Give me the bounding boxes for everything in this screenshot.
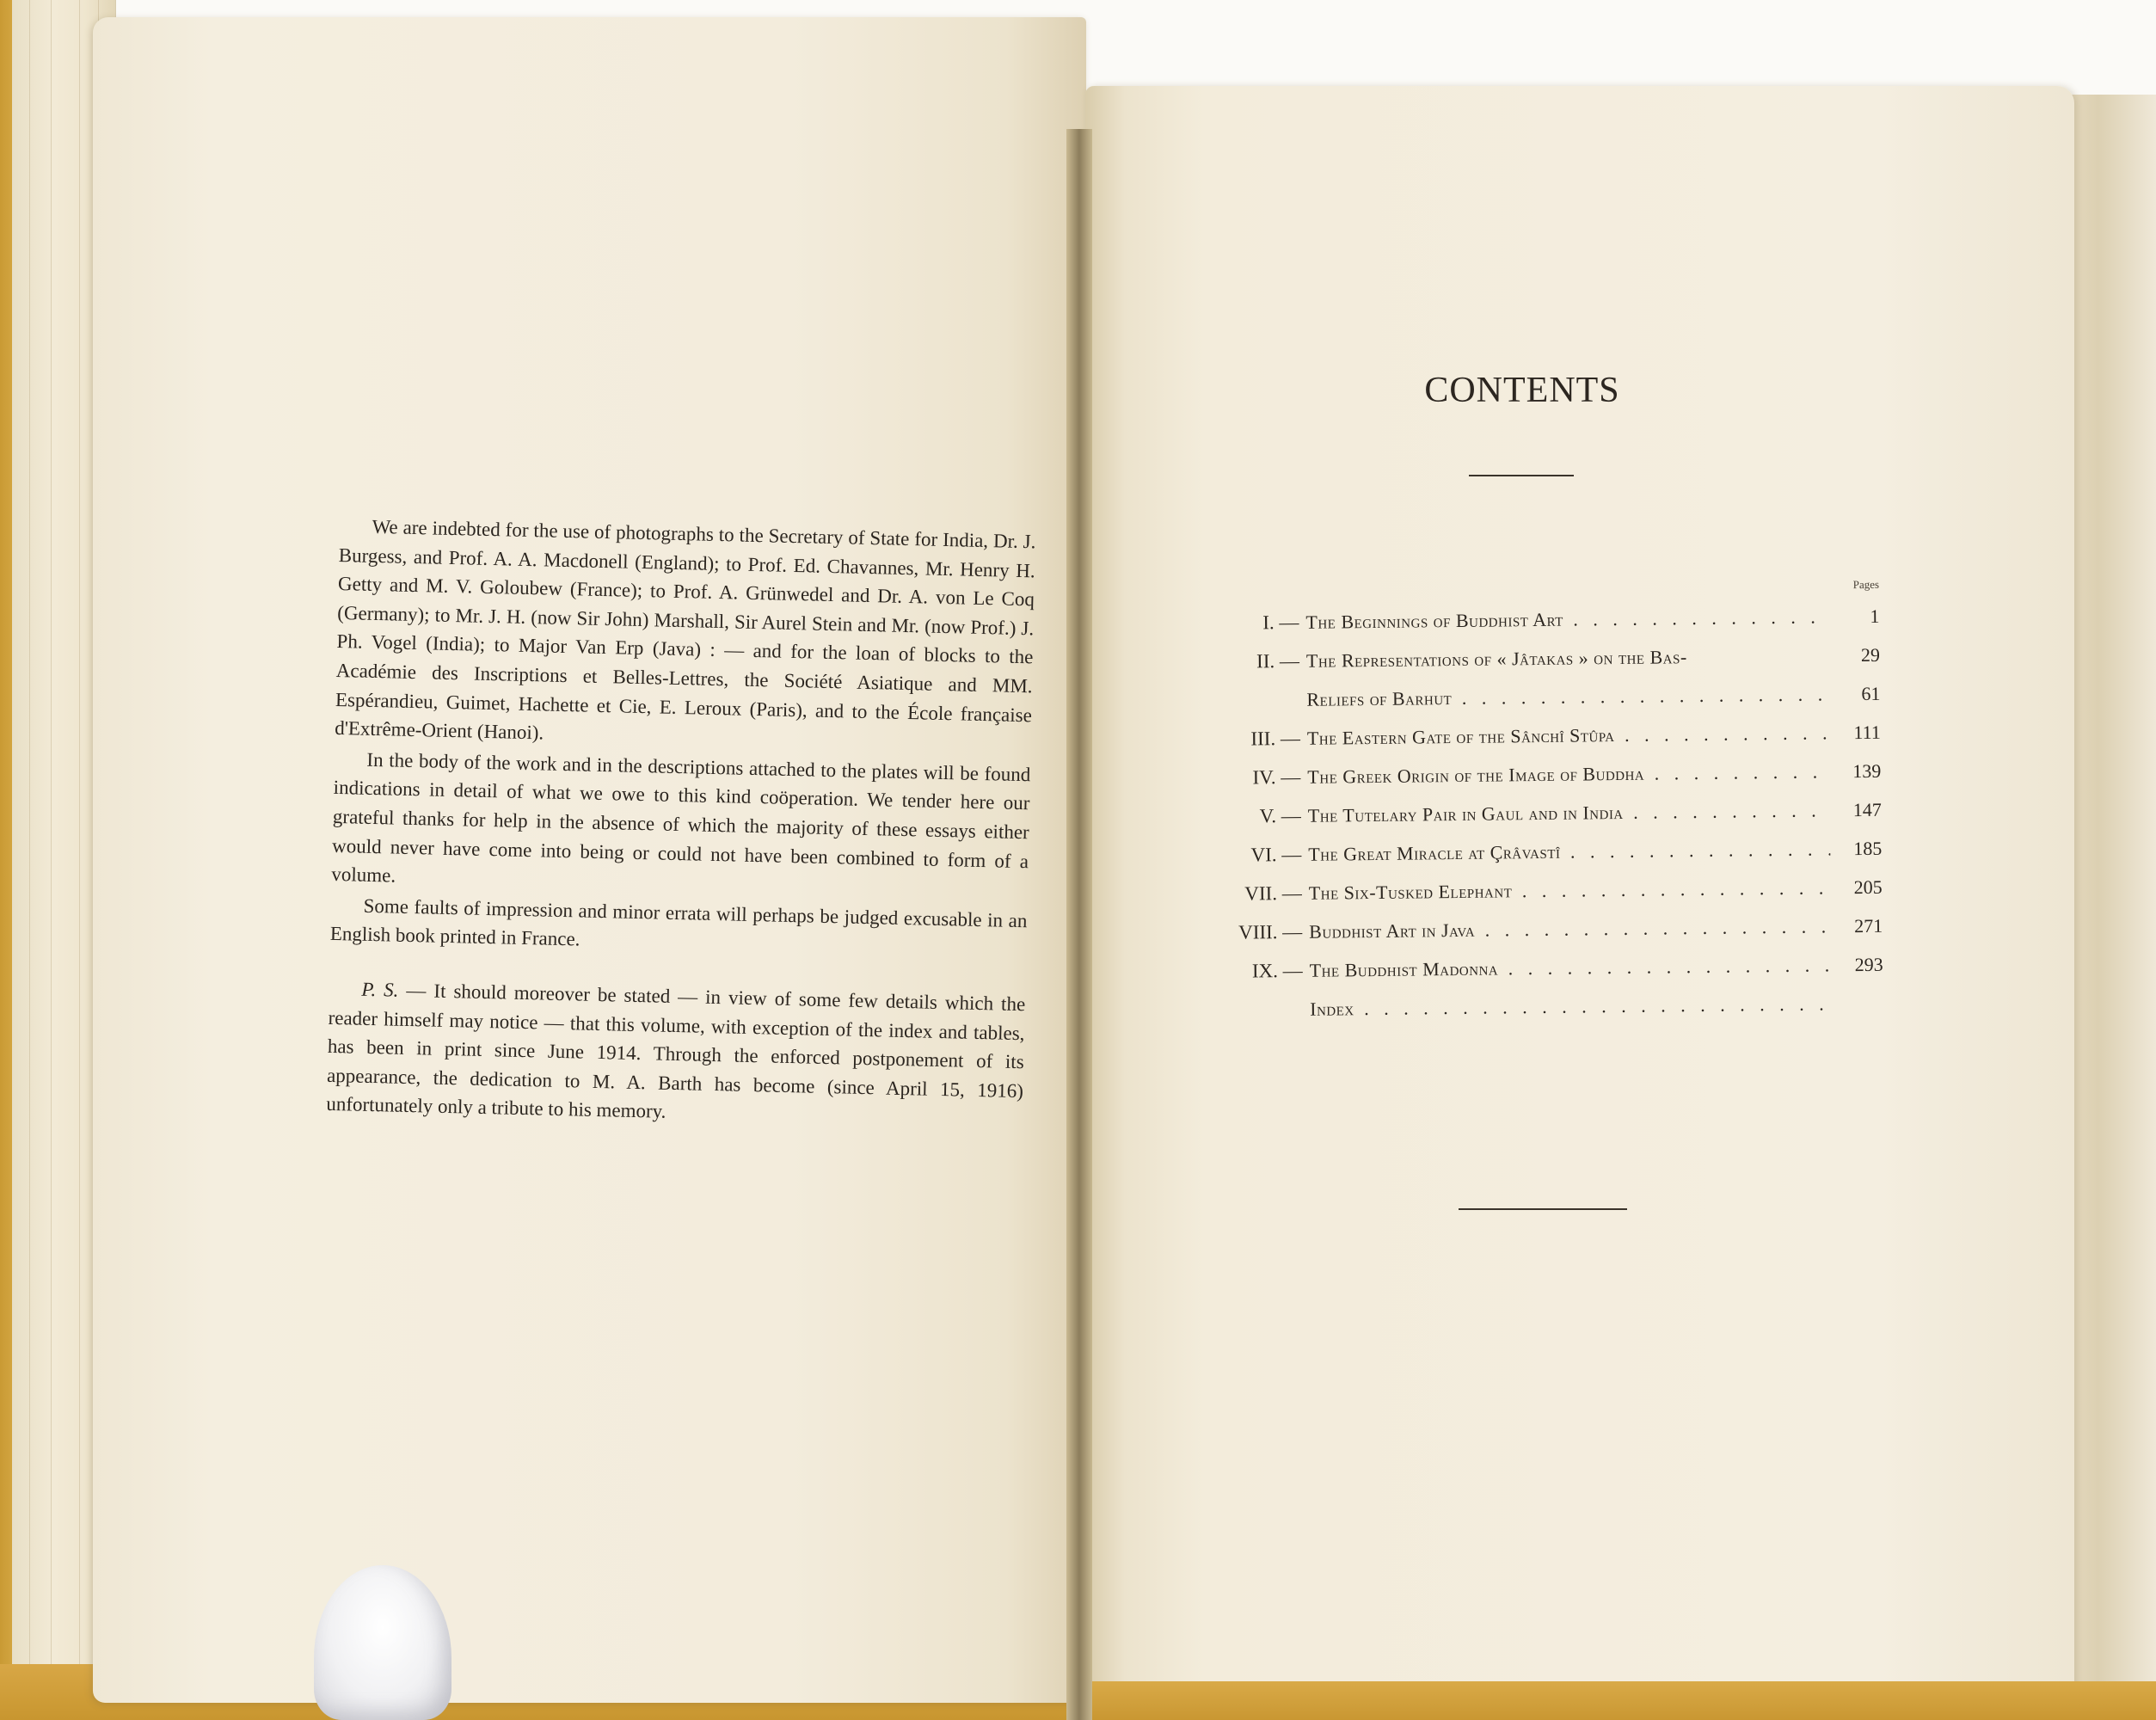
toc-entry-number: IX. — (1251, 959, 1303, 982)
book-gutter (1066, 129, 1092, 1720)
postscript (326, 974, 1026, 1134)
toc-entry (1210, 713, 1881, 759)
toc-entry (1210, 752, 1881, 797)
table-of-contents (1208, 578, 1883, 1029)
toc-entry-number: III. — (1250, 727, 1301, 750)
toc-entry (1212, 868, 1883, 913)
toc-entry-number: V. — (1259, 804, 1301, 827)
paragraph: In the body of the work and in the descriptions attached to the plates will be found indications in detail of what we owe to this kind coöperation. We tender here our grateful thanks for help in the absence of which the majority of these essays either would never have come into being or could not have been combined to form of a volume. (331, 748, 1031, 887)
toc-entry-title: The Representations of « Jâtakas » on the Bas- (1305, 646, 1687, 672)
toc-entry-number: VIII. — (1238, 920, 1303, 943)
toc-entry-title: The Eastern Gate of the Sânchî Stûpa . . . (1307, 713, 1829, 757)
toc-entry-number (1213, 1016, 1310, 1017)
toc-entry-title: Reliefs of Barhut . . . (1306, 674, 1828, 718)
toc-entry-title: The Six-Tusked Elephant . . . (1309, 868, 1831, 912)
toc-entry-title: The Tutelary Pair in Gaul and in India . . . (1308, 790, 1830, 834)
toc-entry (1209, 636, 1880, 681)
toc-entry-page: 293 (1854, 953, 1883, 976)
toc-entry-page: 111 (1853, 721, 1881, 744)
toc-entry (1209, 674, 1880, 720)
toc-entry-title: Index . . . (1310, 984, 1832, 1028)
paragraph: Some faults of impression and minor errata will perhaps be judged excusable in an English book printed in France. (329, 894, 1028, 950)
toc-entry-number: IV. — (1252, 765, 1301, 789)
toc-entry-title: The Great Miracle at Çrâvastî . . . (1308, 829, 1830, 873)
toc-entry-number: II. — (1256, 649, 1300, 673)
ps-label: P. S. (361, 978, 399, 1001)
contents-heading: CONTENTS (1424, 371, 1620, 410)
toc-entry-page: 147 (1852, 798, 1882, 821)
toc-entry (1212, 945, 1883, 991)
toc-entry-page: 185 (1853, 837, 1883, 860)
toc-entry-page: 1 (1870, 605, 1880, 627)
pages-column-label: Pages (1852, 577, 1880, 592)
toc-entry-title: The Beginnings of Buddhist Art . . . (1305, 597, 1827, 641)
toc-entry-page: 271 (1854, 914, 1883, 937)
toc-entry-page: 205 (1853, 875, 1883, 899)
toc-entry-title: The Buddhist Madonna . . . (1309, 945, 1831, 989)
toc-entry-number: VI. — (1250, 843, 1302, 866)
book-cover-bottom-right (1092, 1681, 2156, 1720)
toc-entry (1211, 790, 1882, 836)
toc-entry (1208, 597, 1879, 642)
toc-entry (1213, 984, 1883, 1029)
toc-entry-title: Buddhist Art in Java . . . (1309, 906, 1831, 950)
closing-rule (1459, 1208, 1627, 1210)
toc-entry-page: 61 (1861, 682, 1881, 705)
heading-rule (1469, 475, 1574, 476)
acknowledgements-text (326, 512, 1036, 1136)
paragraph: We are indebted for the use of photographs to the Secretary of State for India, Dr. J. Burgess, and Prof. A. A. Macdonell (England); to Prof. Ed. Chavannes, Mr. Henry H. Getty and M. V. Goloubew (France); to Prof. A. Grünwedel and Dr. A. von Le Coq (Germany); to Mr. J. H. (now Sir John) Marshall, Sir Aurel Stein and Mr. (now Prof.) J. Ph. Vogel (India); to Major Van Erp (Java) : — and for the loan of blocks to the Académie des Inscriptions et Belles-Lettres, the Société Asiatique and MM. Espérandieu, Guimet, Hachette et Cie, E. Leroux (Paris), and to the École française d'Extrême-Orient (Hanoi). (335, 515, 1036, 744)
toc-entry-number: VII. — (1244, 882, 1302, 905)
toc-entry-number (1209, 706, 1306, 707)
toc-entry (1212, 906, 1883, 952)
toc-entry-page: 29 (1860, 643, 1881, 666)
toc-entry-page: 139 (1852, 759, 1882, 783)
toc-entry-number: I. — (1262, 611, 1299, 634)
ps-text: — It should moreover be stated — in view of some few details which the reader himself may notice — that this volume, with exception of the index and tables, has been in print since June 1914. Through the enforced postponement of its appearance, the dedication to M. A. Barth has become (since April 15, 1916) unfortunately only a tribute to his memory. (326, 979, 1026, 1123)
toc-entry-title: The Greek Origin of the Image of Buddha . . . (1307, 752, 1829, 796)
toc-entry (1211, 829, 1882, 875)
